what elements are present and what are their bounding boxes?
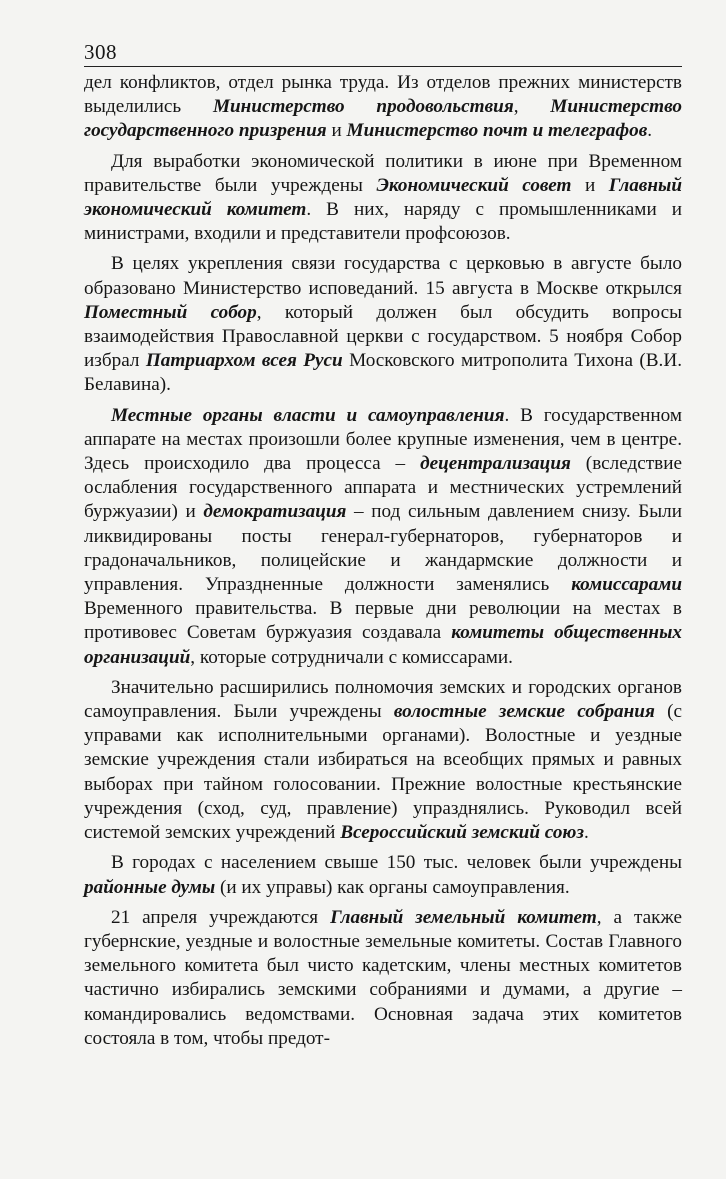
emphasized-term: Главный земельный комитет (330, 906, 597, 928)
emphasized-term: Министерство государственного призрения (84, 96, 682, 142)
emphasized-term: Поместный собор (84, 301, 257, 323)
emphasized-term: районные думы (84, 876, 216, 898)
page-number: 308 (84, 40, 117, 64)
emphasized-term: Министерство почт и телеграфов (346, 120, 648, 142)
paragraph (84, 150, 682, 247)
text-run: 21 апреля учреждаются (111, 906, 331, 928)
text-run: , а также губернские, уездные и волостные земельные комитеты. Состав Главного земельного комитета был чисто кадетским, члены местных комитетов частично избирались земскими собраниями и думами, а другие – командировались ведомствами. Основная задача этих комитетов состояла в том, чтобы предот- (84, 906, 682, 1049)
emphasized-term: волостные земские собрания (393, 701, 655, 723)
text-run: В целях укрепления связи государства с церковью в августе было образовано Министерство исповеданий. 15 августа в Москве открылся (84, 253, 682, 299)
emphasized-term: Экономический совет (376, 174, 572, 196)
text-run: и (326, 120, 347, 142)
emphasized-term: Всероссийский земский союз (340, 822, 584, 844)
text-run: , который должен был обсудить вопросы взаимодействия Православной церкви с государством. 5 ноября Собор избрал (84, 301, 682, 372)
text-run: , (513, 96, 551, 118)
emphasized-term: децентрализация (420, 453, 571, 475)
text-run: (и их управы) как органы самоуправления. (215, 876, 570, 898)
paragraph (84, 404, 682, 670)
text-run: . В государственном аппарате на местах произошли более крупные изменения, чем в центре. Здесь происходило два процесса – (84, 404, 682, 475)
emphasized-term: Главный экономический комитет (84, 174, 682, 221)
paragraph (84, 252, 682, 397)
text-run: Временного правительства. В первые дни революции на местах в противовес Советам буржуазия создавала (84, 598, 682, 644)
book-page (84, 40, 682, 1057)
emphasized-term: комитеты общественных организаций (84, 622, 682, 668)
text-run: – под сильным давлением снизу. Были ликвидированы посты генерал-губернаторов, губернаторов и градоначальников, полицейские и жандармские должности и управления. Упраздненные должности заменялись (84, 501, 682, 596)
text-run: (с управами как исполнительными органами). Волостные и уездные земские учреждения стали избираться на всеобщих прямых и равных выборах при тайном голосовании. Прежние волостные крестьянские учреждения (сход, суд, правление) упразднялись. Руководил всей системой земских учреждений (84, 701, 683, 844)
text-run: (вследствие ослабления государственного аппарата и местнических устремлений буржуазии) и (84, 453, 682, 523)
text-run: . (583, 822, 589, 844)
paragraph (84, 851, 682, 899)
text-run: В городах с населением свыше 150 тыс. человек были учреждены (111, 852, 682, 874)
emphasized-term: Патриархом всея Руси (145, 350, 343, 372)
paragraph (84, 676, 682, 845)
emphasized-term: демократизация (203, 501, 347, 523)
paragraph (84, 906, 682, 1051)
body-text (84, 71, 682, 1051)
emphasized-term: комиссарами (571, 574, 682, 596)
text-run: и (571, 174, 609, 196)
text-run: . (647, 120, 653, 142)
text-run: Московского митрополита Тихона (В.И. Белавина). (84, 350, 683, 396)
text-run: Для выработки экономической политики в июне при Временном правительстве были учреждены (84, 150, 682, 196)
text-run: дел конфликтов, отдел рынка труда. Из отделов прежних министерств выделились (84, 72, 682, 118)
header-rule (84, 66, 682, 67)
text-run: , которые сотрудничали с комиссарами. (190, 646, 513, 668)
paragraph (84, 71, 682, 144)
text-run: Значительно расширились полномочия земских и городских органов самоуправления. Были учреждены (84, 676, 682, 723)
emphasized-term: Министерство продовольствия (212, 96, 514, 118)
text-run: . В них, наряду с промышленниками и министрами, входили и представители профсоюзов. (84, 199, 682, 245)
emphasized-term: Местные органы власти и самоуправления (111, 404, 505, 426)
